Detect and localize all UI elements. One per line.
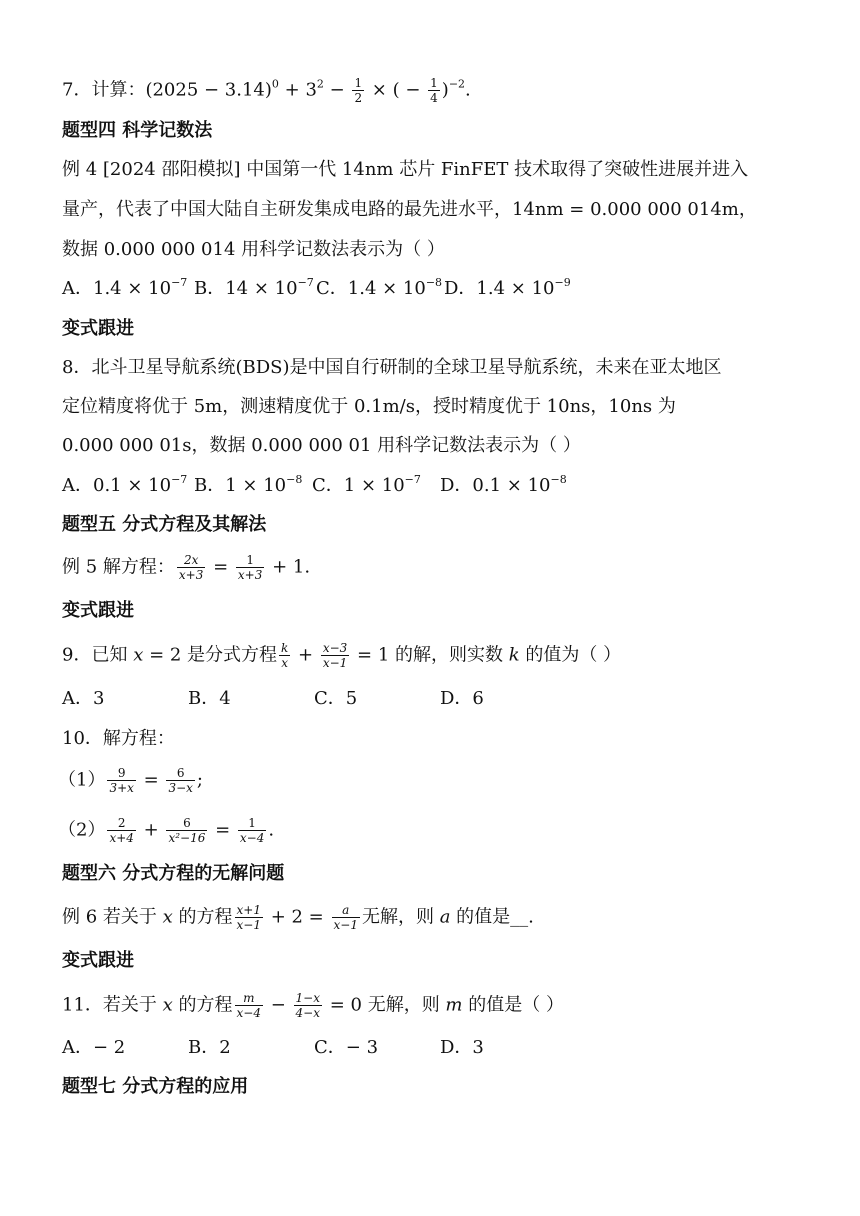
fraction: $\frac{1}{x+3}$ bbox=[237, 553, 263, 582]
option-d: D．$1.4 \times 10^{-9}$ bbox=[444, 276, 571, 299]
question-9-options bbox=[62, 686, 566, 712]
fraction: $\frac{6}{\text{x²−16}}$ bbox=[168, 816, 206, 845]
fraction: $\frac{1}{x-4}$ bbox=[239, 816, 265, 845]
option-d: D．$0.1 \times 10^{-8}$ bbox=[440, 473, 567, 496]
question-11-options bbox=[62, 1035, 566, 1061]
option-b: B．$1 \times 10^{-8}$ bbox=[194, 473, 303, 496]
section-6-heading: 题型六 分式方程的无解问题 bbox=[62, 863, 285, 884]
fraction: $\frac{1-x}{4-x}$ bbox=[295, 991, 320, 1020]
fraction: $\frac{9}{3+x}$ bbox=[109, 766, 134, 795]
question-10-part-2: （2） $\frac{2}{x+4}$ + $\frac{6}{\text{x²−16}}$ = $\frac{1}{x-4}$ . bbox=[58, 816, 275, 845]
example-4-line-3: 数据 0.000 000 014 用科学记数法表示为（ ） bbox=[62, 239, 445, 260]
option-a: A．3 bbox=[62, 688, 105, 709]
question-8-options bbox=[62, 473, 566, 499]
fraction: $\frac{m}{x-4}$ bbox=[236, 991, 261, 1020]
question-7: 7．计算：$(2025 - 3.14)^0 + 3^2$ − $\frac{1}{2}$ × ( − $\frac{1}{4}$ )$^{-2}$. bbox=[62, 76, 471, 105]
follow-up-heading-3: 变式跟进 bbox=[62, 950, 134, 971]
question-10-part-1: （1） $\frac{9}{3+x}$ = $\frac{6}{3-x}$ ; bbox=[58, 766, 203, 795]
section-4-heading: 题型四 科学记数法 bbox=[62, 120, 213, 141]
option-b: B．$14 \times 10^{-7}$ bbox=[194, 276, 314, 299]
option-d: D．3 bbox=[440, 1037, 484, 1058]
section-7-heading: 题型七 分式方程的应用 bbox=[62, 1076, 249, 1097]
section-5-heading: 题型五 分式方程及其解法 bbox=[62, 514, 267, 535]
option-c: C．5 bbox=[314, 688, 358, 709]
follow-up-heading-1: 变式跟进 bbox=[62, 318, 134, 339]
fraction: $\frac{a}{x-1}$ bbox=[333, 903, 358, 932]
fraction: $\frac{2}{x+4}$ bbox=[109, 816, 134, 845]
question-8-line-3: 0.000 000 01s，数据 0.000 000 01 用科学记数法表示为（ ） bbox=[62, 435, 581, 456]
option-a: A．$1.4 \times 10^{-7}$ bbox=[62, 276, 188, 299]
example-6: 例 6 若关于 x 的方程 $\frac{x+1}{x-1}$ + 2 = $\frac{a}{x-1}$ 无解，则 a 的值是__. bbox=[62, 903, 534, 932]
fraction: $\frac{1}{4}$ bbox=[430, 76, 438, 105]
fraction: $\frac{x-3}{x-1}$ bbox=[322, 641, 348, 670]
question-8-line-1: 8．北斗卫星导航系统(BDS)是中国自行研制的全球卫星导航系统，未来在亚太地区 bbox=[62, 357, 722, 378]
question-9: 9．已知 x = 2 是分式方程 $\frac{k}{x}$ + $\frac{x-3}{x-1}$ = 1 的解，则实数 k 的值为（ ） bbox=[62, 641, 622, 670]
option-c: C．$1 \times 10^{-7}$ bbox=[312, 473, 421, 496]
option-b: B．4 bbox=[188, 688, 231, 709]
question-11: 11．若关于 x 的方程 $\frac{m}{x-4}$ − $\frac{1-x}{4-x}$ = 0 无解，则 m 的值是（ ） bbox=[62, 991, 564, 1020]
option-c: C．− 3 bbox=[314, 1037, 379, 1058]
example-4-options bbox=[62, 276, 570, 302]
fraction: $\frac{2x}{x+3}$ bbox=[178, 553, 204, 582]
fraction: $\frac{k}{x}$ bbox=[281, 641, 289, 670]
question-8-line-2: 定位精度将优于 5m，测速精度优于 0.1m/s，授时精度优于 10ns，10ns 为 bbox=[62, 396, 676, 417]
follow-up-heading-2: 变式跟进 bbox=[62, 600, 134, 621]
option-b: B．2 bbox=[188, 1037, 231, 1058]
option-d: D．6 bbox=[440, 688, 484, 709]
example-5: 例 5 解方程： $\frac{2x}{x+3}$ = $\frac{1}{x+3}$ + 1. bbox=[62, 553, 311, 582]
fraction: $\frac{6}{3-x}$ bbox=[168, 766, 193, 795]
option-a: A．− 2 bbox=[62, 1037, 126, 1058]
example-4-line-1: 例 4 [2024 邵阳模拟] 中国第一代 14nm 芯片 FinFET 技术取得了突破性进展并进入 bbox=[62, 159, 749, 180]
fraction: $\frac{x+1}{x-1}$ bbox=[236, 903, 261, 932]
question-10-title: 10．解方程： bbox=[62, 728, 175, 749]
option-a: A．$0.1 \times 10^{-7}$ bbox=[62, 473, 188, 496]
option-c: C．$1.4 \times 10^{-8}$ bbox=[316, 276, 443, 299]
fraction: $\frac{1}{2}$ bbox=[354, 76, 363, 105]
example-4-line-2: 量产，代表了中国大陆自主研发集成电路的最先进水平，14nm = 0.000 000 014m， bbox=[62, 199, 757, 220]
